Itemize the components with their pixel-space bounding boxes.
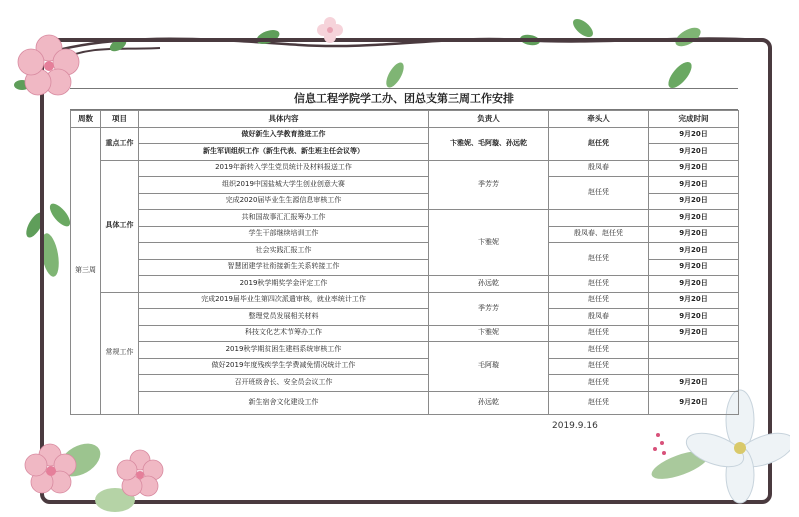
lead-cell: 赵任凭 <box>549 127 649 160</box>
content-cell: 2019年新转入学生党员统计及材料报送工作 <box>139 160 429 177</box>
table-row <box>71 391 739 414</box>
table-row <box>71 358 739 375</box>
header-owner: 负责人 <box>429 111 549 128</box>
date-cell: 9月20日 <box>649 226 739 243</box>
content-cell: 2019秋学期贫困生建档系统审核工作 <box>139 342 429 359</box>
content-cell: 2019秋学期奖学金评定工作 <box>139 276 429 293</box>
table-row <box>71 325 739 342</box>
header-item: 项目 <box>101 111 139 128</box>
owner-cell: 季芳芳 <box>429 160 549 210</box>
content-cell: 召开班级舍长、安全员会议工作 <box>139 375 429 392</box>
owner-cell: 孙远乾 <box>429 276 549 293</box>
lead-cell: 赵任凭 <box>549 276 649 293</box>
content-cell: 共和国故事汇汇报筹办工作 <box>139 210 429 227</box>
lead-cell: 赵任凭 <box>549 292 649 309</box>
flower-icon <box>316 16 344 44</box>
lead-cell: 赵任凭 <box>549 358 649 375</box>
date-cell <box>649 342 739 359</box>
date-cell: 9月20日 <box>649 391 739 414</box>
table-row <box>71 177 739 194</box>
document-title: 信息工程学院学工办、团总支第三周工作安排 <box>70 88 738 110</box>
table-row <box>71 210 739 227</box>
table-row <box>71 243 739 260</box>
content-cell: 组织2019中国盐城大学生创业创意大赛 <box>139 177 429 194</box>
content-cell: 科技文化艺术节筹办工作 <box>139 325 429 342</box>
table-row <box>71 375 739 392</box>
table-row <box>71 160 739 177</box>
lead-cell: 赵任凭 <box>549 325 649 342</box>
content-cell: 新生军训组织工作（新生代表、新生班主任会议等） <box>139 144 429 161</box>
content-cell: 智慧团建学社衔接新生关系转接工作 <box>139 259 429 276</box>
lead-cell: 殷凤春、赵任凭 <box>549 226 649 243</box>
content-cell: 社会实践汇报工作 <box>139 243 429 260</box>
date-cell: 9月20日 <box>649 193 739 210</box>
content-cell: 做好2019年度残疾学生学费减免情况统计工作 <box>139 358 429 375</box>
lead-cell: 赵任凭 <box>549 375 649 392</box>
date-cell: 9月20日 <box>649 375 739 392</box>
content-cell: 新生宿舍文化建设工作 <box>139 391 429 414</box>
date-cell <box>649 358 739 375</box>
owner-cell: 孙远乾 <box>429 391 549 414</box>
header-lead: 牵头人 <box>549 111 649 128</box>
owner-cell: 卞雅妮、毛阿璇、孙远乾 <box>429 127 549 160</box>
content-cell: 学生干部继续培训工作 <box>139 226 429 243</box>
category-specific: 具体工作 <box>101 160 139 292</box>
lead-cell: 赵任凭 <box>549 391 649 414</box>
lead-cell <box>549 210 649 227</box>
footer-date: 2019.9.16 <box>552 421 598 431</box>
owner-cell: 季芳芳 <box>429 292 549 325</box>
date-cell: 9月20日 <box>649 259 739 276</box>
header-content: 具体内容 <box>139 111 429 128</box>
date-cell: 9月20日 <box>649 276 739 293</box>
date-cell: 9月20日 <box>649 210 739 227</box>
table-row <box>71 276 739 293</box>
table-row <box>71 309 739 326</box>
date-cell: 9月20日 <box>649 325 739 342</box>
lead-cell: 赵任凭 <box>549 243 649 276</box>
date-cell: 9月20日 <box>649 309 739 326</box>
table-row <box>71 292 739 309</box>
date-cell: 9月20日 <box>649 160 739 177</box>
flower-cluster-icon <box>20 420 170 517</box>
owner-cell: 毛阿璇 <box>429 342 549 392</box>
lead-cell: 赵任凭 <box>549 177 649 210</box>
date-cell: 9月20日 <box>649 177 739 194</box>
category-key: 重点工作 <box>101 127 139 160</box>
lead-cell: 赵任凭 <box>549 342 649 359</box>
content-cell: 整理党员发展相关材料 <box>139 309 429 326</box>
date-cell: 9月20日 <box>649 243 739 260</box>
owner-cell: 卞雅妮 <box>429 210 549 276</box>
header-date: 完成时间 <box>649 111 739 128</box>
week-cell: 第三周 <box>71 127 101 414</box>
date-cell: 9月20日 <box>649 127 739 144</box>
date-cell: 9月20日 <box>649 292 739 309</box>
header-week: 周数 <box>71 111 101 128</box>
owner-cell: 卞雅妮 <box>429 325 549 342</box>
table-row <box>71 342 739 359</box>
table-header-row <box>71 111 739 128</box>
lead-cell: 殷凤春 <box>549 309 649 326</box>
table-row <box>71 226 739 243</box>
category-routine: 常规工作 <box>101 292 139 414</box>
content-cell: 完成2019届毕业生第四次派遣审核，就业率统计工作 <box>139 292 429 309</box>
content-cell: 完成2020届毕业生生源信息审核工作 <box>139 193 429 210</box>
content-cell: 做好新生入学教育推进工作 <box>139 127 429 144</box>
schedule-document <box>70 88 738 415</box>
date-cell: 9月20日 <box>649 144 739 161</box>
table-row <box>71 127 739 144</box>
lead-cell: 殷凤春 <box>549 160 649 177</box>
schedule-table <box>70 110 739 415</box>
